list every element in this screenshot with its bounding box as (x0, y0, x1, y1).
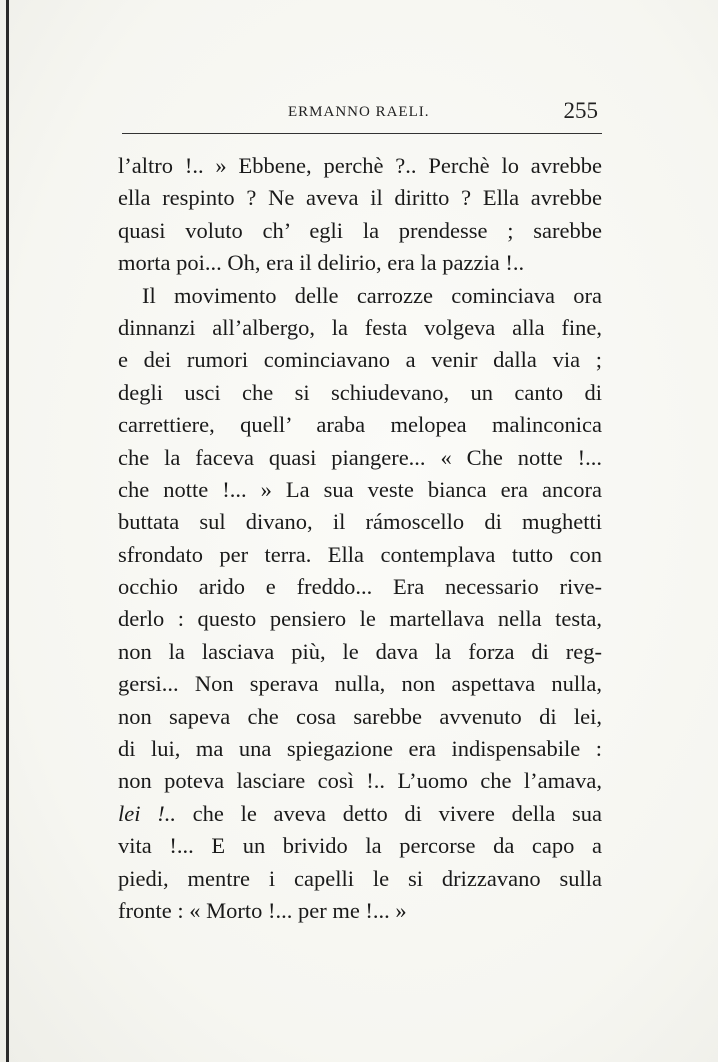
text-line: morta poi... Oh, era il delirio, era la pazzia !.. (118, 250, 525, 276)
text-line: ella respinto ? Ne aveva il diritto ? Ella avrebbe (118, 185, 602, 211)
text-line-rest: che le aveva detto di vivere della sua (192, 800, 603, 826)
page-edge-shadow (6, 0, 9, 1062)
text-line: che notte !... » La sua veste bianca era ancora (118, 476, 602, 502)
text-line: degli usci che si schiudevano, un canto di (118, 379, 602, 405)
text-line: dinnanzi all’albergo, la festa volgeva alla fine, (118, 314, 602, 340)
running-head: ERMANNO RAELI. (288, 104, 430, 120)
page-header (122, 98, 598, 128)
page-number: 255 (563, 98, 598, 123)
italic-word: lei !.. (118, 800, 176, 826)
text-line: gersi... Non sperava nulla, non aspettava nulla, (118, 671, 602, 697)
text-line: sfrondato per terra. Ella contemplava tutto con (118, 541, 602, 567)
text-line: vita !... E un brivido la percorse da capo a (118, 833, 602, 859)
text-line: derlo : questo pensiero le martellava nella testa, (118, 606, 602, 632)
text-line: occhio arido e freddo... Era necessario rive- (118, 574, 602, 600)
text-line: non poteva lasciare così !.. L’uomo che l’amava, (118, 768, 602, 794)
text-line: non sapeva che cosa sarebbe avvenuto di lei, (118, 703, 602, 729)
text-line: piedi, mentre i capelli le si drizzavano sulla (118, 865, 602, 891)
text-line (118, 798, 602, 830)
text-line: carrettiere, quell’ araba melopea malinconica (118, 412, 602, 438)
text-line: quasi voluto ch’ egli la prendesse ; sarebbe (118, 217, 602, 243)
text-line: che la faceva quasi piangere... « Che notte !... (118, 444, 602, 470)
text-line: l’altro !.. » Ebbene, perchè ?.. Perchè lo avrebbe (118, 153, 602, 178)
body-text (118, 150, 602, 927)
text-line: non la lasciava più, le dava la forza di reg- (118, 638, 602, 664)
text-line: e dei rumori cominciavano a venir dalla via ; (118, 347, 602, 373)
text-line: di lui, ma una spiegazione era indispensabile : (118, 736, 602, 762)
text-line: fronte : « Morto !... per me !... » (118, 897, 407, 923)
text-line: Il movimento delle carrozze cominciava ora (142, 282, 602, 308)
text-line: buttata sul divano, il rámoscello di mughetti (118, 509, 602, 535)
header-rule (122, 133, 602, 134)
